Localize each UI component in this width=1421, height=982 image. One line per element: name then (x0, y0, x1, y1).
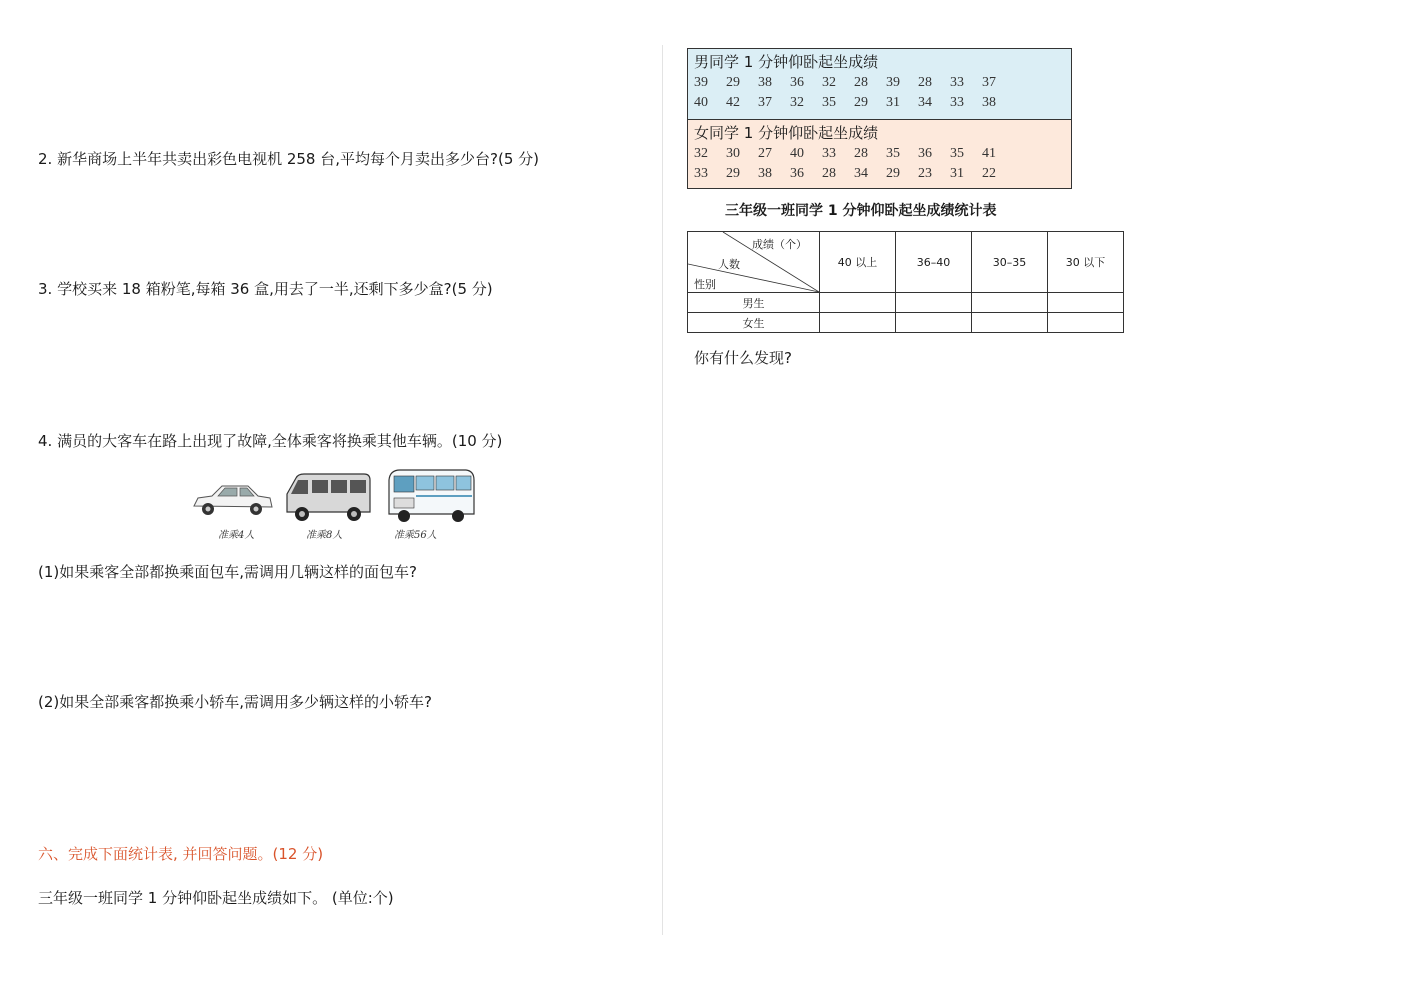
score-value: 27 (758, 146, 772, 161)
score-value: 34 (918, 95, 932, 110)
scores-box (687, 48, 1072, 189)
score-value: 22 (982, 166, 996, 181)
section-6-intro: 三年级一班同学 1 分钟仰卧起坐成绩如下。 (单位:个) (38, 889, 394, 907)
corner-count-label: 人数 (718, 258, 740, 271)
score-value: 35 (950, 146, 964, 161)
score-value: 29 (854, 95, 868, 110)
answer-cell[interactable] (896, 293, 972, 313)
boys-score-row (694, 93, 1071, 113)
column-header: 30 以下 (1048, 232, 1124, 293)
stat-table-header-row (688, 232, 1124, 293)
stat-table-corner (688, 232, 820, 293)
score-value: 36 (790, 166, 804, 181)
score-value: 33 (694, 166, 708, 181)
girls-score-row (694, 164, 1071, 184)
girls-score-row (694, 144, 1071, 164)
score-value: 34 (854, 166, 868, 181)
van-caption: 准乘8人 (306, 530, 343, 541)
question-2: 2. 新华商场上半年共卖出彩色电视机 258 台,平均每个月卖出多少台?(5 分) (38, 150, 539, 168)
section-6-heading: 六、完成下面统计表, 并回答问题。(12 分) (38, 845, 324, 863)
score-value: 38 (982, 95, 996, 110)
girls-scores-title: 女同学 1 分钟仰卧起坐成绩 (694, 124, 879, 142)
score-value: 29 (726, 75, 740, 90)
question-4-part-2: (2)如果全部乘客都换乘小轿车,需调用多少辆这样的小轿车? (38, 693, 432, 711)
boys-scores-title: 男同学 1 分钟仰卧起坐成绩 (694, 53, 879, 71)
question-4-part-1: (1)如果乘客全部都换乘面包车,需调用几辆这样的面包车? (38, 563, 417, 581)
score-value: 40 (790, 146, 804, 161)
question-4: 4. 满员的大客车在路上出现了故障,全体乘客将换乘其他车辆。(10 分) (38, 432, 503, 450)
score-value: 29 (886, 166, 900, 181)
score-value: 36 (918, 146, 932, 161)
question-3: 3. 学校买来 18 箱粉笔,每箱 36 盒,用去了一半,还剩下多少盒?(5 分) (38, 280, 493, 298)
column-divider (662, 45, 663, 935)
column-header: 40 以上 (820, 232, 896, 293)
score-value: 31 (886, 95, 900, 110)
score-value: 35 (886, 146, 900, 161)
score-value: 31 (950, 166, 964, 181)
row-header-girls: 女生 (688, 313, 820, 333)
bus-caption: 准乘56人 (394, 530, 437, 541)
van-icon (284, 470, 374, 524)
score-value: 35 (822, 95, 836, 110)
answer-cell[interactable] (820, 313, 896, 333)
score-value: 32 (694, 146, 708, 161)
answer-cell[interactable] (820, 293, 896, 313)
boys-scores (688, 49, 1071, 120)
girls-scores (688, 120, 1071, 188)
score-value: 28 (918, 75, 932, 90)
score-value: 37 (758, 95, 772, 110)
answer-cell[interactable] (1048, 293, 1124, 313)
score-value: 28 (822, 166, 836, 181)
stat-table-title: 三年级一班同学 1 分钟仰卧起坐成绩统计表 (725, 203, 997, 219)
table-row (688, 293, 1124, 313)
score-value: 33 (950, 95, 964, 110)
car-caption: 准乘4人 (218, 530, 255, 541)
answer-cell[interactable] (1048, 313, 1124, 333)
corner-score-label: 成绩（个） (752, 238, 807, 251)
score-value: 23 (918, 166, 932, 181)
score-value: 32 (822, 75, 836, 90)
answer-cell[interactable] (972, 313, 1048, 333)
score-value: 32 (790, 95, 804, 110)
score-value: 28 (854, 75, 868, 90)
column-header: 36–40 (896, 232, 972, 293)
score-value: 28 (854, 146, 868, 161)
table-row (688, 313, 1124, 333)
car-icon (190, 480, 276, 520)
score-value: 39 (694, 75, 708, 90)
score-value: 38 (758, 166, 772, 181)
answer-cell[interactable] (972, 293, 1048, 313)
score-value: 40 (694, 95, 708, 110)
score-value: 36 (790, 75, 804, 90)
stat-table (687, 231, 1124, 333)
score-value: 39 (886, 75, 900, 90)
vehicle-illustration (190, 466, 480, 542)
score-value: 30 (726, 146, 740, 161)
boys-score-row (694, 73, 1071, 93)
findings-question: 你有什么发现? (694, 349, 792, 367)
score-value: 33 (950, 75, 964, 90)
score-value: 41 (982, 146, 996, 161)
score-value: 38 (758, 75, 772, 90)
answer-cell[interactable] (896, 313, 972, 333)
score-value: 37 (982, 75, 996, 90)
bus-icon (386, 466, 476, 524)
score-value: 29 (726, 166, 740, 181)
corner-gender-label: 性别 (694, 278, 716, 291)
score-value: 42 (726, 95, 740, 110)
column-header: 30–35 (972, 232, 1048, 293)
score-value: 33 (822, 146, 836, 161)
row-header-boys: 男生 (688, 293, 820, 313)
